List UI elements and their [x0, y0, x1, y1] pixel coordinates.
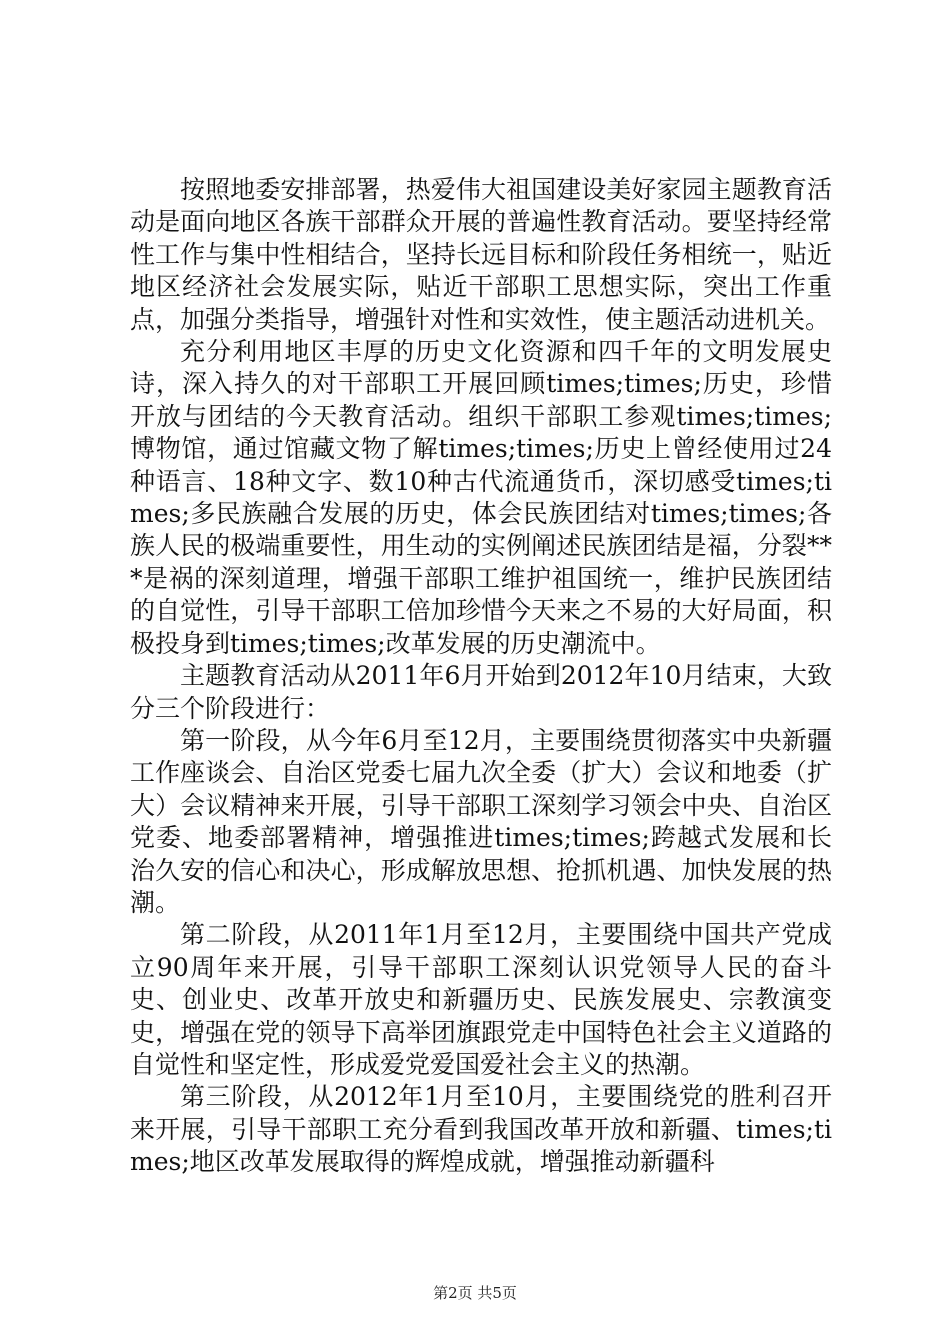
page-number-footer: 第2页 共5页 — [433, 1284, 517, 1302]
paragraph-2: 充分利用地区丰厚的历史文化资源和四千年的文明发展史诗，深入持久的对干部职工开展回顾times;times;历史，珍惜开放与团结的今天教育活动。组织干部职工参观times;times;博物馆，通过馆藏文物了解times;times;历史上曾经使用过24种语言、18种文字、数10种古代流通货币，深切感受times;times;多民族融合发展的历史，体会民族团结对times;times;各族人民的极端重要性，用生动的实例阐述民族团结是福，分裂***是祸的深刻道理，增强干部职工维护祖国统一，维护民族团结的自觉性，引导干部职工倍加珍惜今天来之不易的大好局面，积极投身到times;times;改革发展的历史潮流中。 — [130, 337, 832, 658]
document-body — [130, 174, 832, 1179]
paragraph-6: 第三阶段，从2012年1月至10月，主要围绕党的胜利召开来开展，引导干部职工充分看到我国改革开放和新疆、times;times;地区改革发展取得的辉煌成就，增强推动新疆科 — [130, 1082, 832, 1177]
paragraph-1: 按照地委安排部署，热爱伟大祖国建设美好家园主题教育活动是面向地区各族干部群众开展的普遍性教育活动。要坚持经常性工作与集中性相结合，坚持长远目标和阶段任务相统一，贴近地区经济社会发展实际，贴近干部职工思想实际，突出工作重点，加强分类指导，增强针对性和实效性，使主题活动进机关。 — [130, 175, 832, 334]
paragraph-3: 主题教育活动从2011年6月开始到2012年10月结束，大致分三个阶段进行： — [130, 661, 832, 723]
paragraph-5: 第二阶段，从2011年1月至12月，主要围绕中国共产党成立90周年来开展，引导干部职工深刻认识党领导人民的奋斗史、创业史、改革开放史和新疆历史、民族发展史、宗教演变史，增强在党的领导下高举团旗跟党走中国特色社会主义道路的自觉性和坚定性，形成爱党爱国爱社会主义的热潮。 — [130, 920, 832, 1079]
paragraph-4: 第一阶段，从今年6月至12月，主要围绕贯彻落实中央新疆工作座谈会、自治区党委七届九次全委（扩大）会议和地委（扩大）会议精神来开展，引导干部职工深刻学习领会中央、自治区党委、地委部署精神，增强推进times;times;跨越式发展和长治久安的信心和决心，形成解放思想、抢抓机遇、加快发展的热潮。 — [130, 725, 832, 917]
